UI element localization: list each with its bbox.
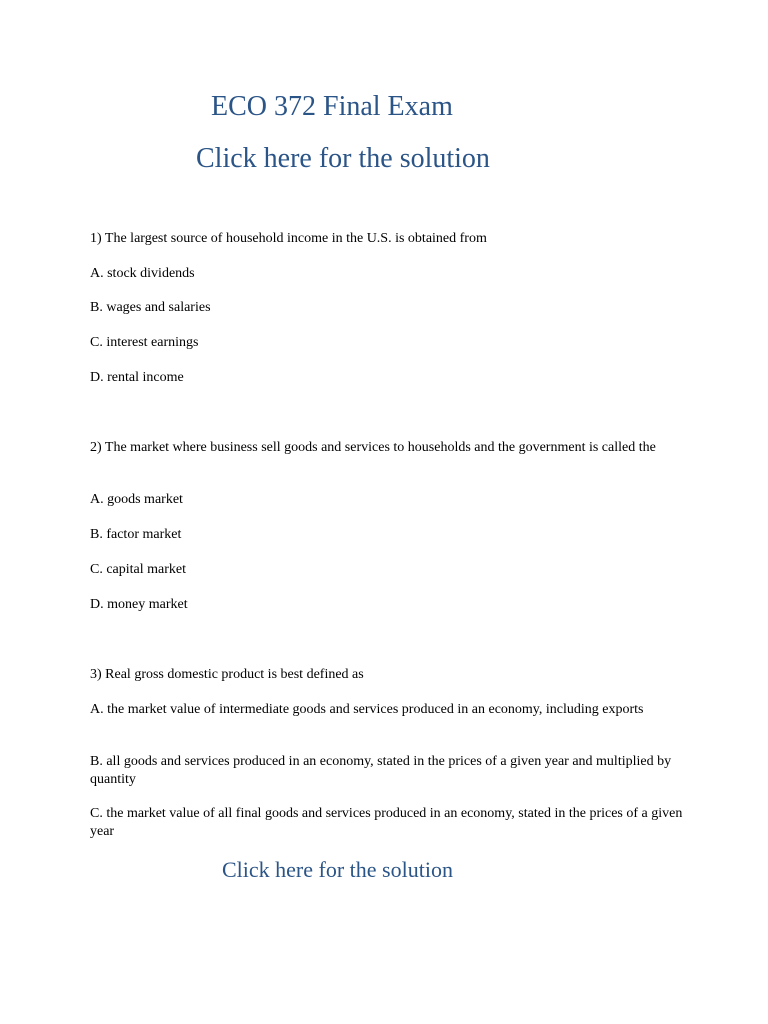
question-3-option-a: A. the market value of intermediate goods and services produced in an economy, including exports (90, 702, 644, 717)
question-1-text: 1) The largest source of household income in the U.S. is obtained from (90, 231, 487, 246)
question-2-text: 2) The market where business sell goods and services to households and the government is called the (90, 440, 656, 455)
question-3-option-c: C. the market value of all final goods and services produced in an economy, stated in the prices of a given year (90, 806, 683, 839)
question-1-option-b: B. wages and salaries (90, 300, 211, 315)
question-2-option-d: D. money market (90, 597, 188, 612)
solution-link-bottom[interactable]: Click here for the solution (222, 857, 453, 882)
question-2-option-b: B. factor market (90, 527, 182, 542)
question-1-option-a: A. stock dividends (90, 266, 195, 281)
question-3-option-b: B. all goods and services produced in an economy, stated in the prices of a given year and multiplied by quantity (90, 754, 672, 787)
question-1-option-c: C. interest earnings (90, 335, 199, 350)
question-3-text: 3) Real gross domestic product is best defined as (90, 667, 364, 682)
question-2-option-a: A. goods market (90, 492, 183, 507)
question-1-option-d: D. rental income (90, 370, 184, 385)
document-title: ECO 372 Final Exam (211, 91, 453, 122)
solution-link-top[interactable]: Click here for the solution (196, 143, 490, 174)
question-2-option-c: C. capital market (90, 562, 187, 577)
